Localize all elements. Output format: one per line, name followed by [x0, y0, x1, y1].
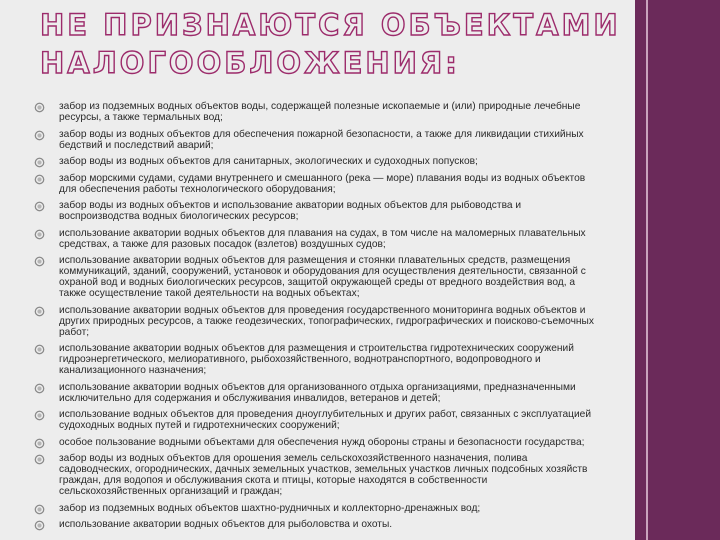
list-item — [34, 503, 594, 514]
list-item-text: забор морскими судами, судами внутреннего и смешанного (река — море) плавания воды из водных объектов для обеспечения работы технологического оборудования; — [59, 172, 586, 195]
list-item — [34, 129, 594, 151]
ring-bullet-icon — [34, 520, 45, 531]
list-item-text: забор из подземных водных объектов шахтно-рудничных и коллекторно-дренажных вод; — [59, 502, 481, 514]
list-item-text: использование акватории водных объектов для размещения и стоянки плавательных средств, размещения коммуникаций, зданий, сооружений, установок и оборудования для осуществления деятельности, связанной с охраной вод и водных биологических ресурсов, защитой окружающей среды от вредного воздействия вод, а также осуществление такой деятельности на водных объектах; — [59, 255, 586, 299]
ring-bullet-icon — [34, 130, 45, 141]
list-item — [34, 343, 594, 376]
ring-bullet-icon — [34, 344, 45, 355]
bullet-list — [34, 101, 594, 536]
list-item — [34, 305, 594, 338]
ring-bullet-icon — [34, 256, 45, 267]
decorative-band-line — [646, 0, 648, 540]
list-item — [34, 453, 594, 497]
list-item — [34, 382, 594, 404]
list-item — [34, 200, 594, 222]
ring-bullet-icon — [34, 157, 45, 168]
list-item-text: особое пользование водными объектами для обеспечения нужд обороны страны и безопасности государства; — [59, 436, 585, 448]
list-item — [34, 101, 594, 123]
list-item-text: использование акватории водных объектов для рыболовства и охоты. — [59, 519, 393, 530]
list-item-text: забор из подземных водных объектов воды, содержащей полезные ископаемые и (или) природные лечебные ресурсы, а также термальных вод; — [59, 101, 581, 123]
list-item — [34, 156, 594, 167]
list-item — [34, 437, 594, 448]
list-item-text: забор воды из водных объектов и использование акватории водных объектов для рыбоводства и воспроизводства водных биологических ресурсов; — [59, 200, 522, 222]
ring-bullet-icon — [34, 438, 45, 449]
ring-bullet-icon — [34, 201, 45, 212]
ring-bullet-icon — [34, 383, 45, 394]
list-item — [34, 409, 594, 431]
list-item — [34, 173, 594, 195]
ring-bullet-icon — [34, 102, 45, 113]
ring-bullet-icon — [34, 454, 45, 465]
ring-bullet-icon — [34, 410, 45, 421]
list-item-text: забор воды из водных объектов для орошения земель сельскохозяйственного назначения, полива садоводческих, огороднических, дачных земельных участков, земельных участков личных подсобных хозяйств граждан, для водопоя и обслуживания скота и птицы, которые находятся в собственности сельскохозяйственных организаций и граждан; — [59, 453, 588, 497]
list-item-text: использование водных объектов для проведения дноуглубительных и других работ, связанных с эксплуатацией судоходных водных путей и гидротехнических сооружений; — [59, 409, 592, 431]
list-item — [34, 228, 594, 250]
list-item — [34, 255, 594, 299]
list-item-text: использование акватории водных объектов для размещения и строительства гидротехнических сооружений гидроэнергетического, мелиоративного, рыбохозяйственного, воднотранспортного, водопроводного и канализационного назначения; — [59, 343, 574, 376]
list-item-text: использование акватории водных объектов для плавания на судах, в том числе на маломерных плавательных средствах, а также для разовых посадок (взлетов) воздушных судов; — [59, 227, 586, 250]
list-item-text: забор воды из водных объектов для обеспечения пожарной безопасности, а также для ликвидации стихийных бедствий и последствий аварий; — [59, 128, 584, 151]
ring-bullet-icon — [34, 504, 45, 515]
list-item-text: использование акватории водных объектов для проведения государственного мониторинга водных объектов и других природных ресурсов, а также геодезических, топографических, гидрографических и поисково-съемочных работ; — [59, 304, 594, 338]
list-item — [34, 519, 594, 530]
ring-bullet-icon — [34, 174, 45, 185]
slide-title: НЕ ПРИЗНАЮТСЯ ОБЪЕКТАМИ НАЛОГООБЛОЖЕНИЯ: — [40, 8, 621, 80]
ring-bullet-icon — [34, 306, 45, 317]
ring-bullet-icon — [34, 229, 45, 240]
list-item-text: использование акватории водных объектов для организованного отдыха организациями, предназначенными исключительно для содержания и обслуживания инвалидов, ветеранов и детей; — [59, 381, 576, 404]
list-item-text: забор воды из водных объектов для санитарных, экологических и судоходных попусков; — [59, 156, 478, 167]
